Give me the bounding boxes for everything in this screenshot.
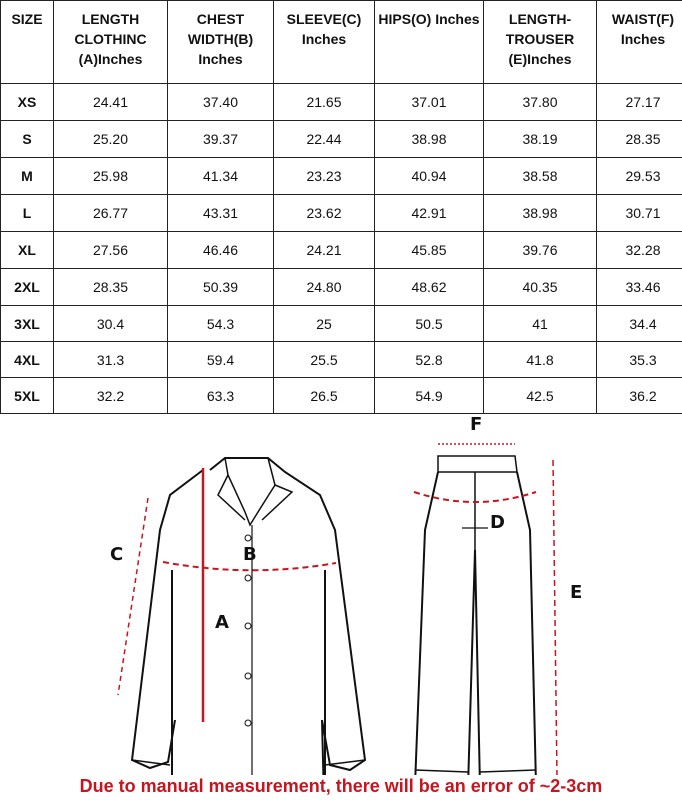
value-cell: 39.37 xyxy=(168,121,274,158)
table-header-row xyxy=(1,1,682,84)
table-row xyxy=(1,158,682,195)
shirt-illustration xyxy=(132,458,365,775)
trousers-illustration xyxy=(415,456,536,775)
size-cell: XS xyxy=(1,84,54,121)
column-header: SIZE xyxy=(1,1,54,84)
value-cell: 38.58 xyxy=(484,158,597,195)
value-cell: 37.40 xyxy=(168,84,274,121)
value-cell: 28.35 xyxy=(54,269,168,306)
value-cell: 24.21 xyxy=(274,232,375,269)
value-cell: 21.65 xyxy=(274,84,375,121)
value-cell: 26.77 xyxy=(54,195,168,232)
label-b: B xyxy=(243,544,257,565)
value-cell: 31.3 xyxy=(54,342,168,378)
label-f: F xyxy=(470,414,483,435)
value-cell: 32.2 xyxy=(54,378,168,414)
value-cell: 25.5 xyxy=(274,342,375,378)
value-cell: 41.34 xyxy=(168,158,274,195)
value-cell: 38.98 xyxy=(375,121,484,158)
value-cell: 50.5 xyxy=(375,306,484,342)
size-cell: XL xyxy=(1,232,54,269)
column-header: SLEEVE(C) Inches xyxy=(274,1,375,84)
measurement-lines xyxy=(118,444,557,775)
value-cell: 30.4 xyxy=(54,306,168,342)
value-cell: 38.19 xyxy=(484,121,597,158)
label-a: A xyxy=(215,612,229,633)
column-header: HIPS(O) Inches xyxy=(375,1,484,84)
table-row xyxy=(1,195,682,232)
value-cell: 25.98 xyxy=(54,158,168,195)
value-cell: 37.80 xyxy=(484,84,597,121)
value-cell: 23.23 xyxy=(274,158,375,195)
value-cell: 40.35 xyxy=(484,269,597,306)
label-d: D xyxy=(490,512,505,533)
value-cell: 38.98 xyxy=(484,195,597,232)
column-header: WAIST(F) Inches xyxy=(597,1,682,84)
value-cell: 48.62 xyxy=(375,269,484,306)
value-cell: 41 xyxy=(484,306,597,342)
table-row xyxy=(1,232,682,269)
value-cell: 45.85 xyxy=(375,232,484,269)
value-cell: 32.28 xyxy=(597,232,682,269)
measurement-error-note: Due to manual measurement, there will be an error of ~2-3cm xyxy=(79,776,603,796)
size-cell: S xyxy=(1,121,54,158)
value-cell: 29.53 xyxy=(597,158,682,195)
value-cell: 43.31 xyxy=(168,195,274,232)
value-cell: 54.3 xyxy=(168,306,274,342)
size-cell: 3XL xyxy=(1,306,54,342)
value-cell: 33.46 xyxy=(597,269,682,306)
value-cell: 63.3 xyxy=(168,378,274,414)
column-header: CHEST WIDTH(B) Inches xyxy=(168,1,274,84)
value-cell: 27.17 xyxy=(597,84,682,121)
label-c: C xyxy=(110,544,124,565)
table-row xyxy=(1,306,682,342)
value-cell: 54.9 xyxy=(375,378,484,414)
value-cell: 26.5 xyxy=(274,378,375,414)
value-cell: 36.2 xyxy=(597,378,682,414)
table-row xyxy=(1,84,682,121)
value-cell: 27.56 xyxy=(54,232,168,269)
value-cell: 25.20 xyxy=(54,121,168,158)
size-cell: M xyxy=(1,158,54,195)
size-cell: L xyxy=(1,195,54,232)
value-cell: 41.8 xyxy=(484,342,597,378)
value-cell: 30.71 xyxy=(597,195,682,232)
table-row xyxy=(1,269,682,306)
value-cell: 39.76 xyxy=(484,232,597,269)
value-cell: 22.44 xyxy=(274,121,375,158)
table-row xyxy=(1,121,682,158)
size-cell: 4XL xyxy=(1,342,54,378)
value-cell: 28.35 xyxy=(597,121,682,158)
value-cell: 52.8 xyxy=(375,342,484,378)
table-row xyxy=(1,342,682,378)
size-cell: 2XL xyxy=(1,269,54,306)
value-cell: 37.01 xyxy=(375,84,484,121)
value-cell: 25 xyxy=(274,306,375,342)
column-header: LENGTH CLOTHINC (A)Inches xyxy=(54,1,168,84)
value-cell: 42.91 xyxy=(375,195,484,232)
size-cell: 5XL xyxy=(1,378,54,414)
value-cell: 24.41 xyxy=(54,84,168,121)
label-e: E xyxy=(570,582,583,603)
column-header: LENGTH-TROUSER (E)Inches xyxy=(484,1,597,84)
value-cell: 50.39 xyxy=(168,269,274,306)
value-cell: 34.4 xyxy=(597,306,682,342)
value-cell: 35.3 xyxy=(597,342,682,378)
value-cell: 42.5 xyxy=(484,378,597,414)
value-cell: 23.62 xyxy=(274,195,375,232)
value-cell: 24.80 xyxy=(274,269,375,306)
measurement-diagram xyxy=(0,400,682,775)
value-cell: 40.94 xyxy=(375,158,484,195)
value-cell: 59.4 xyxy=(168,342,274,378)
value-cell: 46.46 xyxy=(168,232,274,269)
